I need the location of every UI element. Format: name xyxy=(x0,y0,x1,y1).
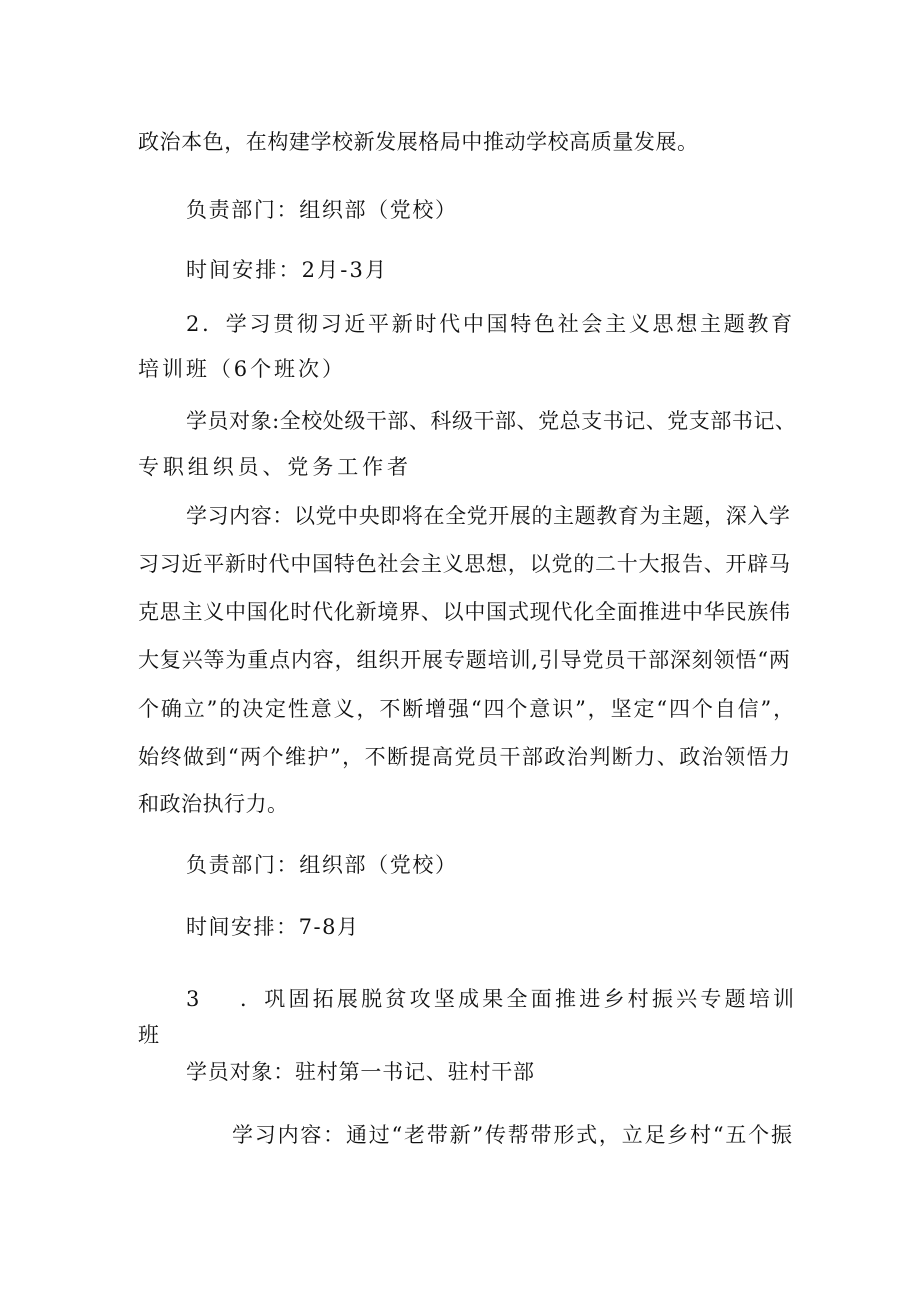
content-line: 大复兴等为重点内容，组织开展专题培训,引导党员干部深刻领悟“两 xyxy=(138,648,791,672)
content-line: 学习内容：以党中央即将在全党开展的主题教育为主题，深入学 xyxy=(186,504,791,528)
section-heading-continuation: 班 xyxy=(138,1023,159,1047)
section-number: 3 xyxy=(186,987,200,1011)
trainee-line: 学员对象:全校处级干部、科级干部、党总支书记、党支部书记、 xyxy=(186,409,797,433)
schedule-line: 时间安排：7-8月 xyxy=(186,915,360,939)
content-line: 习习近平新时代中国特色社会主义思想，以党的二十大报告、开辟马 xyxy=(138,552,791,576)
schedule-line: 时间安排：2月-3月 xyxy=(186,258,389,282)
content-line: 和政治执行力。 xyxy=(138,792,289,816)
content-line: 学习内容：通过“老带新”传帮带形式，立足乡村“五个振 xyxy=(232,1123,794,1147)
trainee-line: 学员对象：驻村第一书记、驻村干部 xyxy=(186,1060,535,1084)
trainee-line-continuation: 专职组织员、党务工作者 xyxy=(138,455,412,479)
section-heading-continuation: 培训班（6个班次） xyxy=(138,357,346,381)
section-heading: ．巩固拓展脱贫攻坚成果全面推进乡村振兴专题培训 xyxy=(240,987,798,1011)
department-line: 负责部门：组织部（党校） xyxy=(186,198,458,222)
content-line: 个确立”的决定性意义，不断增强“四个意识”，坚定“四个自信”， xyxy=(138,697,796,721)
section-heading: 2．学习贯彻习近平新时代中国特色社会主义思想主题教育 xyxy=(186,312,795,336)
content-line: 始终做到“两个维护”，不断提高党员干部政治判断力、政治领悟力 xyxy=(138,745,792,769)
department-line: 负责部门：组织部（党校） xyxy=(186,853,458,877)
paragraph-line: 政治本色，在构建学校新发展格局中推动学校高质量发展。 xyxy=(138,130,699,154)
content-line: 克思主义中国化时代化新境界、以中国式现代化全面推进中华民族伟 xyxy=(138,600,791,624)
